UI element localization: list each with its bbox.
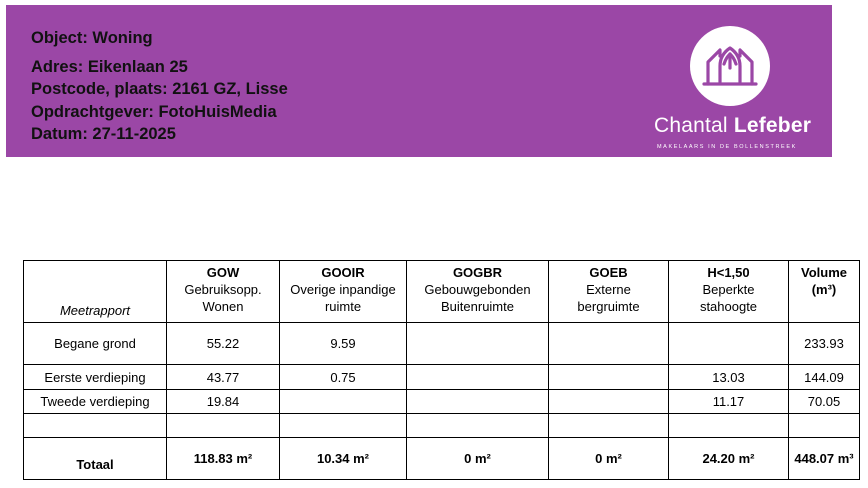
address-line: Adres: Eikenlaan 25 xyxy=(31,57,188,76)
brand-tagline: MAKELAARS IN DE BOLLENSTREEK xyxy=(657,144,797,150)
col-header: GOEB Externe bergruimte xyxy=(549,261,669,323)
col-header: GOW Gebruiksopp. Wonen xyxy=(167,261,280,323)
date-line: Datum: 27-11-2025 xyxy=(31,125,176,143)
col-header: GOOIR Overige inpandige ruimte xyxy=(280,261,407,323)
logo-badge xyxy=(690,26,770,106)
table-header-row xyxy=(24,261,860,323)
property-info xyxy=(31,27,288,146)
client-line: Opdrachtgever: FotoHuisMedia xyxy=(31,102,277,121)
brand-name: Chantal Lefeber xyxy=(654,114,812,137)
table-row xyxy=(24,413,860,437)
col-header: GOGBR Gebouwgebonden Buitenruimte xyxy=(407,261,549,323)
table-row: Tweede verdieping 19.84 11.17 70.05 xyxy=(24,389,860,413)
table-total-row: Totaal 118.83 m² 10.34 m² 0 m² 0 m² 24.20 m² 448.07 m³ xyxy=(24,437,860,479)
house-tulip-icon xyxy=(690,26,770,106)
table-row: Begane grond 55.22 9.59 233.93 xyxy=(24,323,860,365)
header-banner xyxy=(6,5,832,157)
postcode-line: Postcode, plaats: 2161 GZ, Lisse xyxy=(31,80,288,98)
measurement-table xyxy=(23,260,860,480)
corner-label: Meetrapport xyxy=(24,261,167,323)
col-header: Volume (m³) xyxy=(789,261,860,323)
total-label: Totaal xyxy=(24,437,167,479)
table-row: Eerste verdieping 43.77 0.75 13.03 144.09 xyxy=(24,365,860,389)
object-line: Object: Woning xyxy=(31,29,153,47)
col-header: H<1,50 Beperkte stahoogte xyxy=(669,261,789,323)
